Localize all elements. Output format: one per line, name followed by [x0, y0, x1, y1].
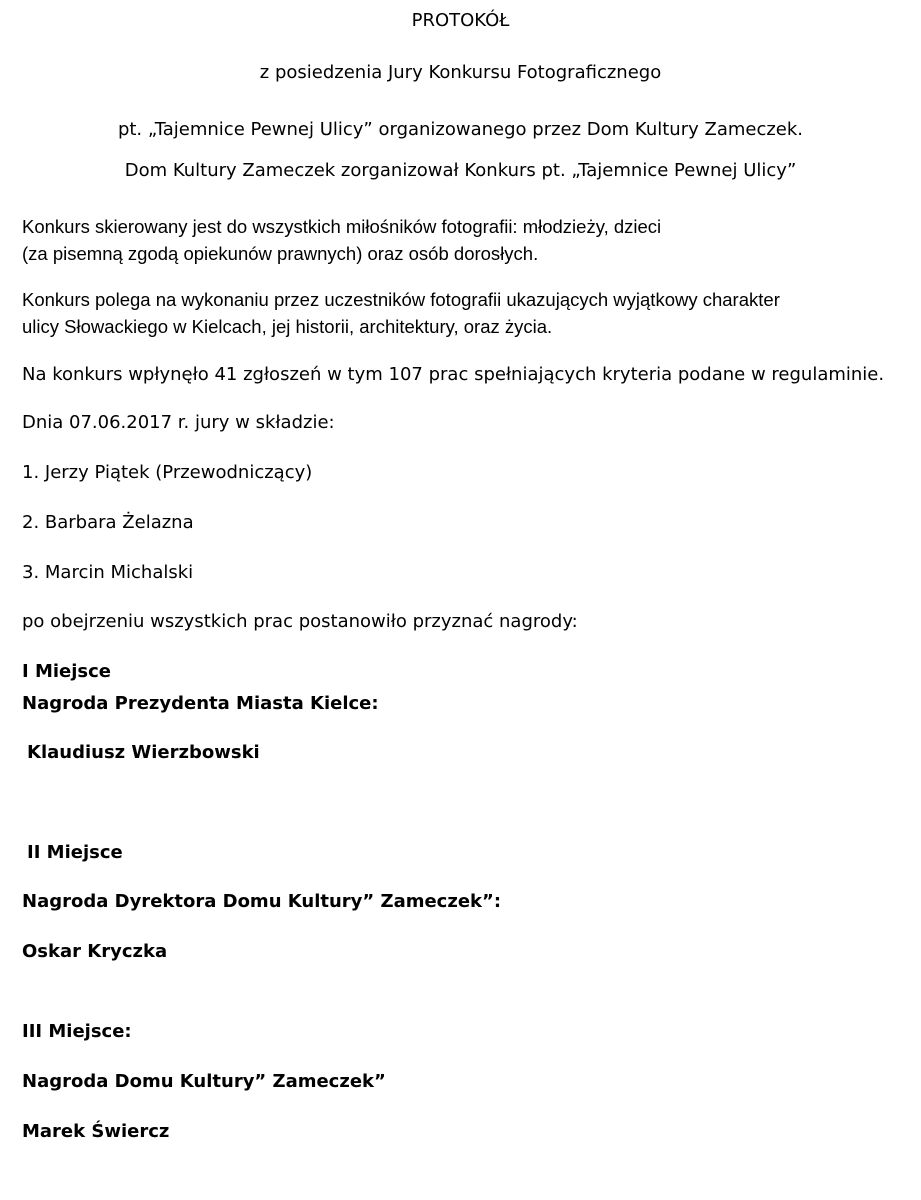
decision-line: po obejrzeniu wszystkich prac postanowiło przyznać nagrody: — [22, 611, 578, 632]
jury-intro: Dnia 07.06.2017 r. jury w składzie: — [22, 412, 335, 433]
document-title: PROTOKÓŁ — [411, 10, 510, 31]
jury-member: 3. Marcin Michalski — [22, 562, 194, 583]
audience-line-1: Konkurs skierowany jest do wszystkich miłośników fotografii: młodzieży, dzieci — [22, 216, 662, 237]
jury-member: 2. Barbara Żelazna — [22, 512, 194, 533]
purpose-line-2: ulicy Słowackiego w Kielcach, jej historii, architektury, oraz życia. — [22, 316, 553, 337]
document-subtitle: z posiedzenia Jury Konkursu Fotograficznego — [259, 62, 662, 83]
audience-line-2: (za pisemną zgodą opiekunów prawnych) oraz osób dorosłych. — [22, 243, 539, 264]
award-winner: Oskar Kryczka — [22, 941, 168, 962]
award-winner: Marek Świercz — [22, 1121, 170, 1142]
award-place: II Miejsce — [27, 842, 123, 863]
award-prize: Nagroda Domu Kultury” Zameczek” — [22, 1071, 386, 1092]
purpose-line-1: Konkurs polega na wykonaniu przez uczestników fotografii ukazujących wyjątkowy charakter — [22, 289, 780, 310]
award-prize: Nagroda Dyrektora Domu Kultury” Zameczek”: — [22, 891, 502, 912]
jury-member: 1. Jerzy Piątek (Przewodniczący) — [22, 462, 313, 483]
entries-line: Na konkurs wpłynęło 41 zgłoszeń w tym 107 prac spełniających kryteria podane w regulaminie. — [22, 364, 885, 385]
award-winner: Klaudiusz Wierzbowski — [27, 742, 260, 763]
organizer-line: Dom Kultury Zameczek zorganizował Konkurs pt. „Tajemnice Pewnej Ulicy” — [124, 160, 797, 181]
award-prize: Nagroda Prezydenta Miasta Kielce: — [22, 693, 379, 714]
award-place: I Miejsce — [22, 661, 112, 682]
award-place: III Miejsce: — [22, 1021, 132, 1042]
contest-line: pt. „Tajemnice Pewnej Ulicy” organizowanego przez Dom Kultury Zameczek. — [117, 119, 804, 140]
